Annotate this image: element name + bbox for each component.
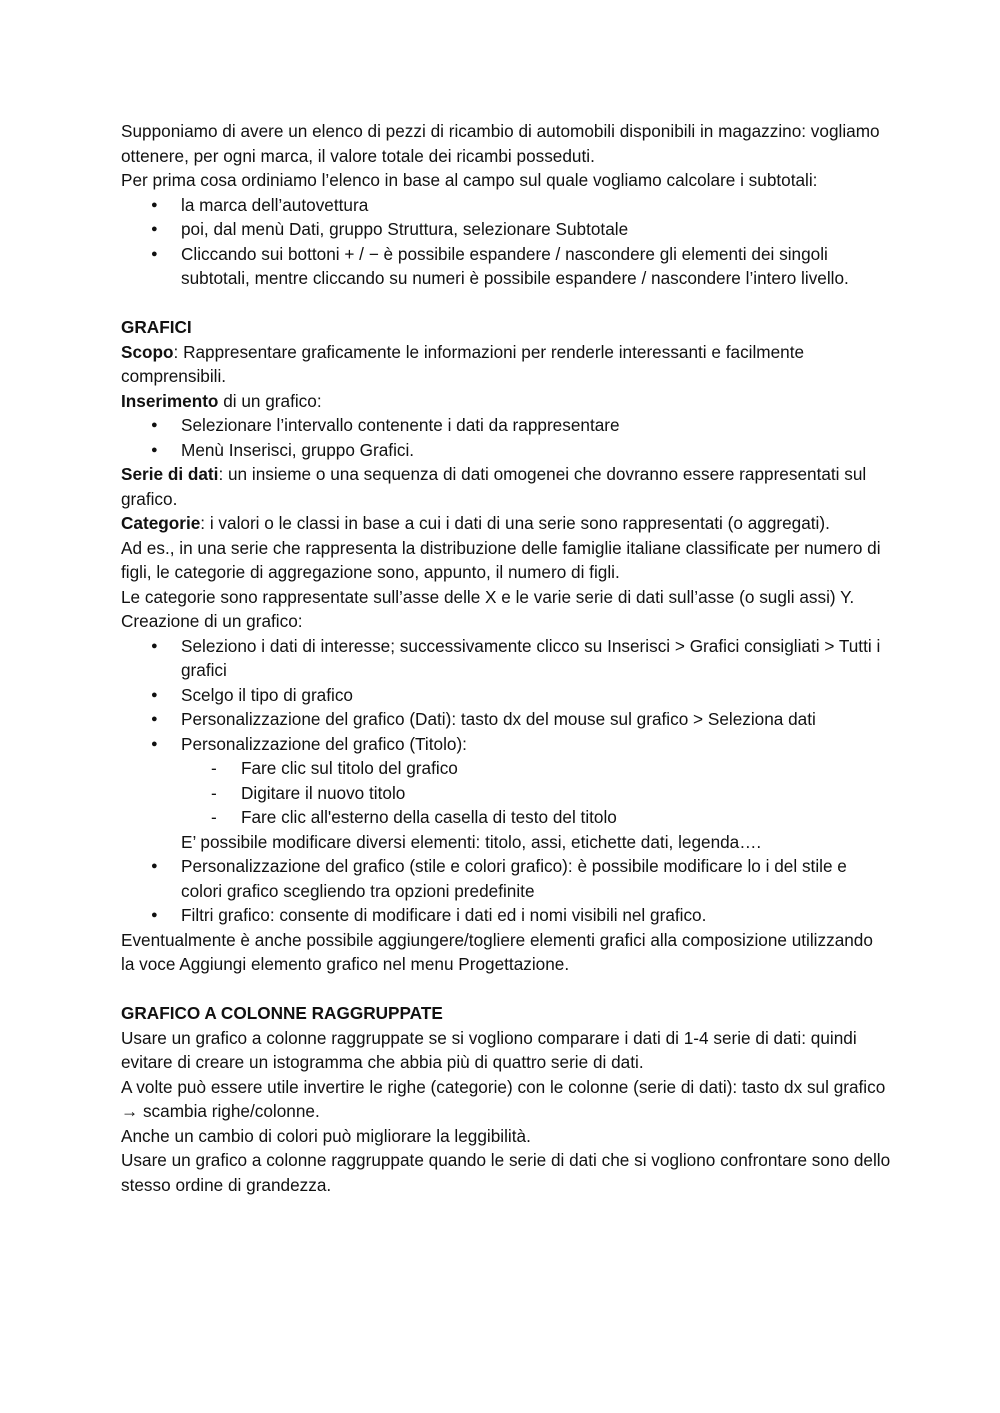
- spacer: [121, 977, 891, 1002]
- scopo-paragraph: [121, 340, 891, 389]
- inserimento-paragraph: [121, 389, 891, 414]
- eventualmente-paragraph: Eventualmente è anche possibile aggiungere/togliere elementi grafici alla composizione utilizzando la voce Aggiungi elemento grafico nel menu Progettazione.: [121, 929, 873, 974]
- colonne-paragraph-3: Anche un cambio di colori può migliorare la leggibilità.: [121, 1125, 531, 1146]
- list-item: ● Cliccando sui bottoni + / − è possibile espandere / nascondere gli elementi dei singoli subtotali, mentre cliccando su numeri è possibile espandere / nascondere l’intero livello.: [121, 242, 891, 291]
- list-item: - Fare clic sul titolo del grafico: [181, 756, 891, 781]
- colonne-heading: GRAFICO A COLONNE RAGGRUPPATE: [121, 1003, 443, 1023]
- list-item: ● Personalizzazione del grafico (Dati): tasto dx del mouse sul grafico > Seleziona dati: [121, 707, 891, 732]
- list-item: ● Seleziono i dati di interesse; successivamente clicco su Inserisci > Grafici consigliati > Tutti i grafici: [121, 634, 891, 683]
- serie-paragraph: [121, 462, 891, 511]
- creazione-bullet-list: [121, 634, 891, 757]
- more-bullet-list: [121, 854, 891, 928]
- assi-paragraph: Le categorie sono rappresentate sull’asse delle X e le varie serie di dati sull’asse (o sugli assi) Y.: [121, 586, 855, 607]
- list-item: ● Filtri grafico: consente di modificare i dati ed i nomi visibili nel grafico.: [121, 903, 891, 928]
- serie-text: : un insieme o una sequenza di dati omogenei che dovranno essere rappresentati sul grafico.: [121, 464, 867, 509]
- list-item: ● Personalizzazione del grafico (Titolo):: [121, 732, 891, 757]
- titolo-steps-list: [121, 756, 891, 830]
- colonne-paragraph-4: Usare un grafico a colonne raggruppate quando le serie di dati che si vogliono confrontare sono dello stesso ordine di grandezza.: [121, 1150, 891, 1195]
- grafici-heading: GRAFICI: [121, 317, 192, 337]
- serie-label: Serie di dati: [121, 464, 219, 484]
- list-item: ● la marca dell’autovettura: [121, 193, 891, 218]
- list-item: ● Personalizzazione del grafico (stile e colori grafico): è possibile modificare lo i del stile e colori grafico scegliendo tra opzioni predefinite: [121, 854, 891, 903]
- spacer: [121, 291, 891, 316]
- colonne-paragraph-2: A volte può essere utile invertire le righe (categorie) con le colonne (serie di dati): tasto dx sul grafico → scambia righe/colonne.: [121, 1076, 886, 1121]
- inserimento-text: di un grafico:: [218, 390, 322, 411]
- intro-sort-paragraph: Per prima cosa ordiniamo l’elenco in base al campo sul quale vogliamo calcolare i subtotali:: [121, 170, 818, 190]
- esempio-paragraph: Ad es., in una serie che rappresenta la distribuzione delle famiglie italiane classificate per numero di figli, le categorie di aggregazione sono, appunto, il numero di figli.: [121, 537, 881, 582]
- categorie-label: Categorie: [121, 513, 201, 533]
- intro-paragraph: Supponiamo di avere un elenco di pezzi di ricambio di automobili disponibili in magazzino: vogliamo ottenere, per ogni marca, il valore totale dei ricambi posseduti.: [121, 121, 880, 166]
- scopo-text: : Rappresentare graficamente le informazioni per renderle interessanti e facilmente comprensibili.: [121, 341, 805, 386]
- creazione-paragraph: Creazione di un grafico:: [121, 611, 303, 631]
- list-item: ● Menù Inserisci, gruppo Grafici.: [121, 438, 891, 463]
- inserimento-label: Inserimento: [121, 390, 219, 411]
- list-item: ● poi, dal menù Dati, gruppo Struttura, selezionare Subtotale: [121, 217, 891, 242]
- categorie-text: : i valori o le classi in base a cui i dati di una serie sono rappresentati (o aggregati).: [200, 513, 830, 533]
- list-item: ● Scelgo il tipo di grafico: [121, 683, 891, 708]
- intro-bullet-list: [121, 193, 891, 291]
- document-page: [121, 119, 891, 1197]
- list-item: - Fare clic all'esterno della casella di testo del titolo: [181, 805, 891, 830]
- list-item: - Digitare il nuovo titolo: [181, 781, 891, 806]
- inserimento-bullet-list: [121, 413, 891, 462]
- list-item: ● Selezionare l’intervallo contenente i dati da rappresentare: [121, 413, 891, 438]
- categorie-paragraph: [121, 511, 891, 536]
- titolo-note: E’ possibile modificare diversi elementi: titolo, assi, etichette dati, legenda….: [181, 831, 762, 852]
- scopo-label: Scopo: [121, 341, 174, 362]
- colonne-paragraph-1: Usare un grafico a colonne raggruppate se si vogliono comparare i dati di 1-4 serie di dati: quindi evitare di creare un istogramma che abbia più di quattro serie di dati.: [121, 1027, 857, 1072]
